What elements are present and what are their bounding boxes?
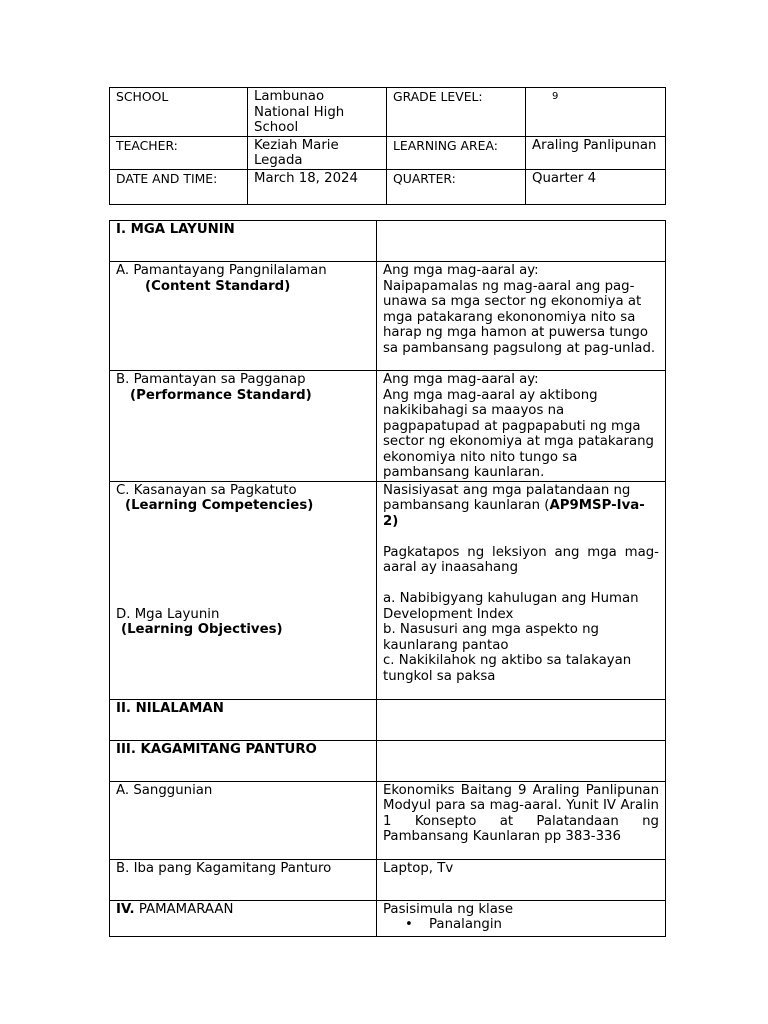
teacher-label: TEACHER: xyxy=(110,136,248,169)
content-empty-cell xyxy=(377,699,666,740)
procedure-label-cell xyxy=(110,900,377,936)
content-standard-label: A. Pamantayang Pangnilalaman xyxy=(116,263,327,278)
performance-standard-label-cell xyxy=(110,371,377,482)
objectives-heading: I. MGA LAYUNIN xyxy=(110,221,377,262)
materials-empty-cell xyxy=(377,740,666,781)
objective-item-b: b. Nasusuri ang mga aspekto ng kaunlarang pantao xyxy=(383,622,599,653)
performance-standard-label: B. Pamantayan sa Pagganap xyxy=(116,372,306,387)
competencies-sub: (Learning Competencies) xyxy=(125,498,314,513)
learning-area-value: Araling Panlipunan xyxy=(526,136,666,169)
learning-objectives-label: D. Mga Layunin xyxy=(116,606,220,622)
school-label: SCHOOL xyxy=(110,88,248,137)
learning-area-label: LEARNING AREA: xyxy=(387,136,526,169)
learning-objectives-sub: (Learning Objectives) xyxy=(121,622,283,637)
procedure-number: IV. xyxy=(116,901,135,917)
materials-row xyxy=(110,740,666,781)
competencies-label: C. Kasanayan sa Pagkatuto xyxy=(116,482,297,498)
objectives-row xyxy=(110,221,666,262)
reference-text: Ekonomiks Baitang 9 Araling Panlipunan Modyul para sa mag-aaral. Yunit IV Aralin 1 Konsepto at Palatandaan ng Pambansang Kaunlaran pp 383-336 xyxy=(377,781,666,859)
grade-level-label: GRADE LEVEL: xyxy=(387,88,526,137)
objectives-empty-cell xyxy=(377,221,666,262)
content-standard-text: Naipapamalas ng mag-aaral ang pag-unawa sa mga sector ng ekonomiya at mga patakarang ekononomiya nito sa harap ng mga hamon at puwersa tungo sa pambansang pagsulong at pag-unlad. xyxy=(383,278,656,356)
performance-standard-lead: Ang mga mag-aaral ay: xyxy=(383,372,539,387)
content-standard-row xyxy=(110,262,666,371)
competencies-text: Nasisiyasat ang mga palatandaan ng pambansang kaunlaran (AP9MSP-Iva-2) xyxy=(383,482,645,529)
procedure-label: PAMAMARAAN xyxy=(138,901,234,917)
teacher-value: Keziah Marie Legada xyxy=(248,136,387,169)
objective-item-a: a. Nabibigyang kahulugan ang Human Development Index xyxy=(383,591,639,622)
quarter-value: Quarter 4 xyxy=(526,169,666,204)
reference-label: A. Sanggunian xyxy=(110,781,377,859)
date-time-value: March 18, 2024 xyxy=(248,169,387,204)
content-standard-lead: Ang mga mag-aaral ay: xyxy=(383,263,539,278)
performance-standard-text: Ang mga mag-aaral ay aktibong nakikibahagi sa maayos na pagpapatupad at pagpapabuti ng mga sector ng ekonomiya at mga patakarang ekonomiya nito nito tungo sa pambansang kaunlaran. xyxy=(383,387,654,480)
performance-standard-row xyxy=(110,371,666,482)
date-time-label: DATE AND TIME: xyxy=(110,169,248,204)
content-standard-label-cell xyxy=(110,262,377,371)
grade-level-value: 9 xyxy=(526,88,666,137)
procedure-bullet: • Panalangin xyxy=(383,917,659,933)
lesson-plan-table xyxy=(109,220,666,937)
other-materials-text: Laptop, Tv xyxy=(377,859,666,900)
competencies-row xyxy=(110,481,666,699)
performance-standard-sub: (Performance Standard) xyxy=(130,387,312,403)
procedure-row xyxy=(110,900,666,936)
procedure-value-cell xyxy=(377,900,666,936)
materials-heading: III. KAGAMITANG PANTURO xyxy=(110,740,377,781)
other-materials-label: B. Iba pang Kagamitang Panturo xyxy=(110,859,377,900)
content-heading: II. NILALAMAN xyxy=(110,699,377,740)
competency-code: AP9MSP-Iva-2) xyxy=(383,498,645,529)
performance-standard-value-cell xyxy=(377,371,666,482)
content-standard-sub: (Content Standard) xyxy=(145,278,291,294)
procedure-text: Pasisimula ng klase xyxy=(383,901,514,917)
quarter-label: QUARTER: xyxy=(387,169,526,204)
competencies-value-cell xyxy=(377,481,666,699)
content-row xyxy=(110,699,666,740)
school-value: Lambunao National High School xyxy=(248,88,387,137)
lesson-header-table xyxy=(109,87,666,205)
other-materials-row xyxy=(110,859,666,900)
content-standard-value-cell xyxy=(377,262,666,371)
objective-item-c: c. Nakikilahok ng aktibo sa talakayan tungkol sa paksa xyxy=(383,653,632,684)
reference-row xyxy=(110,781,666,859)
competencies-intro: Pagkatapos ng leksiyon ang mga mag-aaral ay inaasahang xyxy=(383,544,659,575)
competencies-label-cell xyxy=(110,481,377,699)
